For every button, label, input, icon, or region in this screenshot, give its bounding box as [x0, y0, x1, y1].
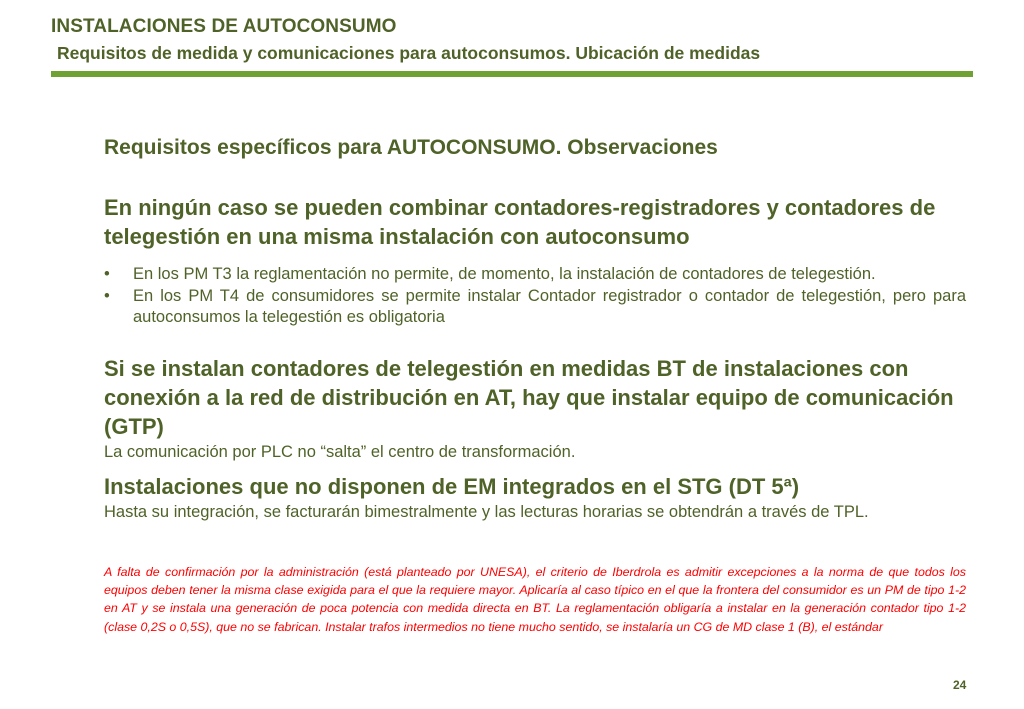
page-number: 24 [953, 678, 967, 692]
bullet-icon: • [104, 265, 110, 283]
bullet-item [104, 286, 966, 328]
bullet-item [104, 264, 966, 285]
block1-bullet-list [104, 264, 966, 328]
block3-heading: Instalaciones que no disponen de EM integrados en el STG (DT 5ª) [104, 474, 800, 499]
block2-text: La comunicación por PLC no “salta” el centro de transformación. [104, 443, 576, 461]
header-subtitle: Requisitos de medida y comunicaciones para autoconsumos. Ubicación de medidas [57, 43, 761, 63]
slide-content [104, 136, 966, 523]
bullet-text: En los PM T4 de consumidores se permite instalar Contador registrador o contador de telegestión, pero para autoconsumos la telegestión es obligatoria [133, 287, 966, 326]
block1-heading: En ningún caso se pueden combinar contadores-registradores y contadores de telegestión en una misma instalación con autoconsumo [104, 195, 936, 249]
block2-heading: Si se instalan contadores de telegestión en medidas BT de instalaciones con conexión a la red de distribución en AT, hay que instalar equipo de comunicación (GTP) [104, 356, 954, 439]
header-divider [51, 71, 973, 77]
footnote-red: A falta de confirmación por la administración (está planteado por UNESA), el criterio de Iberdrola es admitir excepciones a la norma de que todos los equipos deben tener la misma clase exigida para el que la requiere mayor. Aplicaría al caso típico en el que la frontera del consumidor es un PM de tipo 1-2 en AT y se instala una generación de poca potencia con medida directa en BT. La reglamentación obligaría a instalar en la generación contador tipo 1-2 (clase 0,2S o 0,5S), que no se fabrican. Instalar trafos intermedios no tiene mucho sentido, se instalaría un CG de MD clase 1 (B), el estándar [104, 565, 966, 634]
section-title: Requisitos específicos para AUTOCONSUMO. Observaciones [104, 136, 718, 159]
bullet-text: En los PM T3 la reglamentación no permite, de momento, la instalación de contadores de telegestión. [133, 265, 876, 283]
header-title: INSTALACIONES DE AUTOCONSUMO [51, 16, 397, 37]
block3-text: Hasta su integración, se facturarán bimestralmente y las lecturas horarias se obtendrán a través de TPL. [104, 503, 869, 521]
bullet-icon: • [104, 287, 110, 305]
